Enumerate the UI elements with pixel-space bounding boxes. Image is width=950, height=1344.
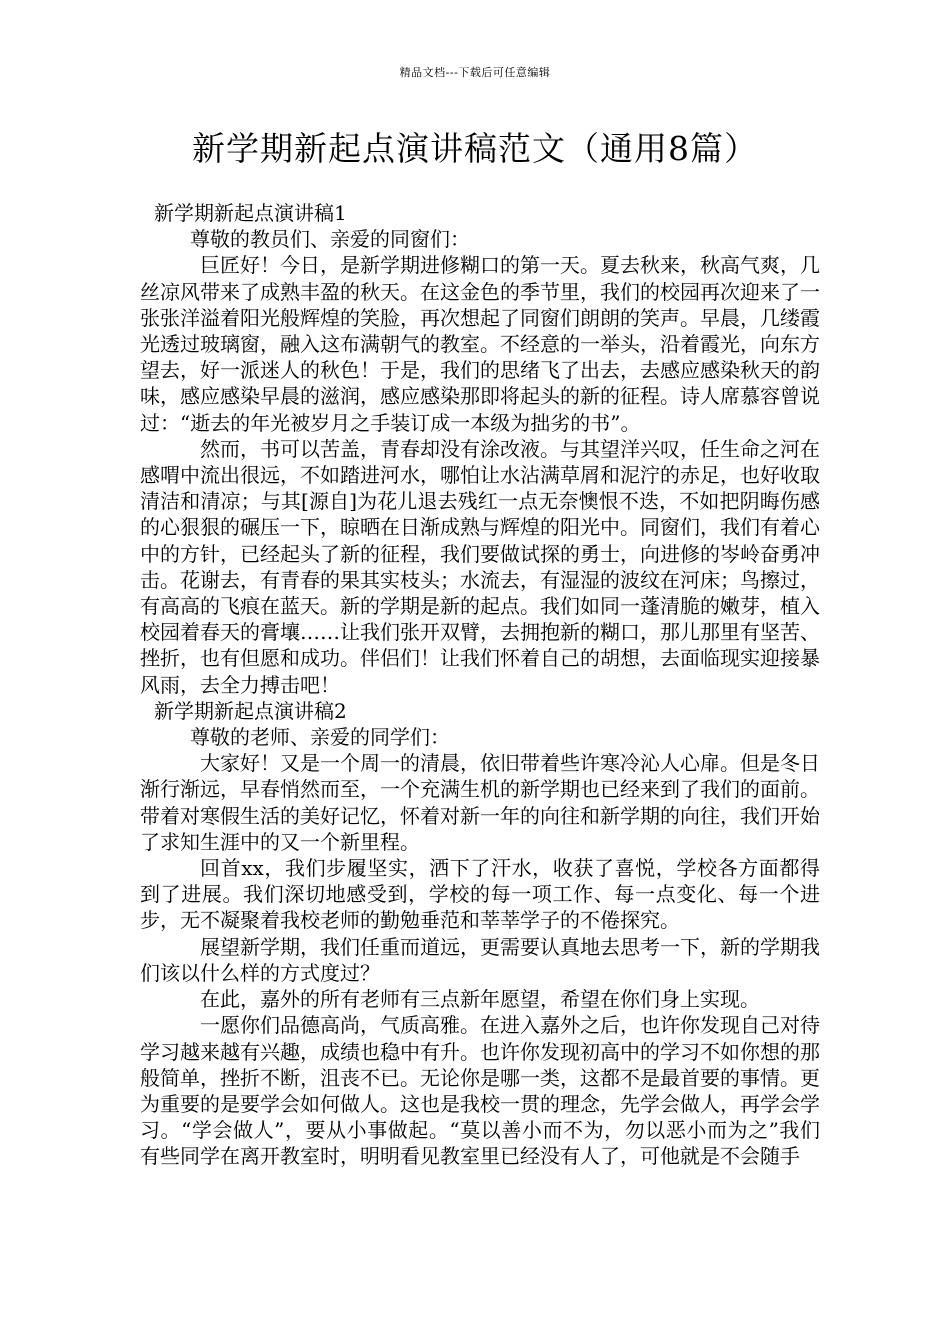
section-heading-2: 新学期新起点演讲稿2 [154, 698, 347, 723]
document-body [140, 200, 820, 1170]
paragraph: 一愿你们品德高尚，气质高雅。在进入嘉外之后，也许你发现自己对待学习越来越有兴趣，成绩也稳中有升。也许你发现初高中的学习不如你想的那般简单，挫折不断，沮丧不已。无论你是哪一类，这都不是最首要的事情。更为重要的是要学会如何做人。这也是我校一贯的理念，先学会做人，再学会学习。“学会做人”，要从小事做起。“莫以善小而不为，勿以恶小而为之”我们有些同学在离开教室时，明明看见教室里已经没有人了，可他就是不会随手 [140, 1013, 820, 1169]
salutation-1: 尊敬的教员们、亲爱的同窗们： [190, 227, 470, 252]
paragraph: 回首xx，我们步履坚实，洒下了汗水，收获了喜悦，学校各方面都得到了进展。我们深切地感受到，学校的每一项工作、每一点变化、每一个进步，无不凝聚着我校老师的勤勉垂范和莘莘学子的不倦探究。 [140, 856, 820, 933]
salutation-2: 尊敬的老师、亲爱的同学们： [190, 725, 450, 750]
paragraph: 巨匠好！今日，是新学期进修糊口的第一天。夏去秋来，秋高气爽，几丝凉风带来了成熟丰盈的秋天。在这金色的季节里，我们的校园再次迎来了一张张洋溢着阳光般辉煌的笑脸，再次想起了同窗们朗朗的笑声。早晨，几缕霞光透过玻璃窗，融入这布满朝气的教室。不经意的一举头，沿着霞光，向东方望去，好一派迷人的秋色！于是，我们的思绪飞了出去，去感应感染秋天的韵味，感应感染早晨的滋润，感应感染那即将起头的新的征程。诗人席慕容曾说过：“逝去的年光被岁月之手装订成一本级为拙劣的书”。 [140, 253, 820, 435]
page-header-watermark: 精品文档---下载后可任意编辑 [399, 66, 551, 79]
paragraph: 大家好！又是一个周一的清晨，依旧带着些许寒冷沁人心扉。但是冬日渐行渐远，早春悄然而至，一个充满生机的新学期也已经来到了我们的面前。带着对寒假生活的美好记忆，怀着对新一年的向往和新学期的向往，我们开始了求知生涯中的又一个新里程。 [140, 751, 820, 854]
section-heading-1: 新学期新起点演讲稿1 [154, 201, 347, 225]
paragraph: 然而，书可以苦盖，青春却没有涂改液。与其望洋兴叹，任生命之河在感喟中流出很远，不如踏进河水，哪怕让水沾满草屑和泥泞的赤足，也好收取清洁和清凉；与其[源自]为花儿退去残红一点无奈懊恨不迭，不如把阴晦伤感的心狠狠的碾压一下，晾晒在日渐成熟与辉煌的阳光中。同窗们，我们有着心中的方针，已经起头了新的征程，我们要做试探的勇士，向进修的岑岭奋勇冲击。花谢去，有青春的果其实枝头；水流去，有湿湿的波纹在河床；鸟擦过，有高高的飞痕在蓝天。新的学期是新的起点。我们如同一蓬清脆的嫩芽，植入校园着春天的膏壤……让我们张开双臂，去拥抱新的糊口，那儿那里有坚苦、挫折，也有但愿和成功。伴侣们！让我们怀着自己的胡想，去面临现实迎接暴风雨，去全力搏击吧！ [140, 436, 820, 697]
paragraph: 展望新学期，我们任重而道远，更需要认真地去思考一下，新的学期我们该以什么样的方式度过？ [140, 934, 820, 985]
paragraph: 在此，嘉外的所有老师有三点新年愿望，希望在你们身上实现。 [200, 987, 760, 1012]
document-title: 新学期新起点演讲稿范文（通用8篇） [192, 129, 758, 168]
